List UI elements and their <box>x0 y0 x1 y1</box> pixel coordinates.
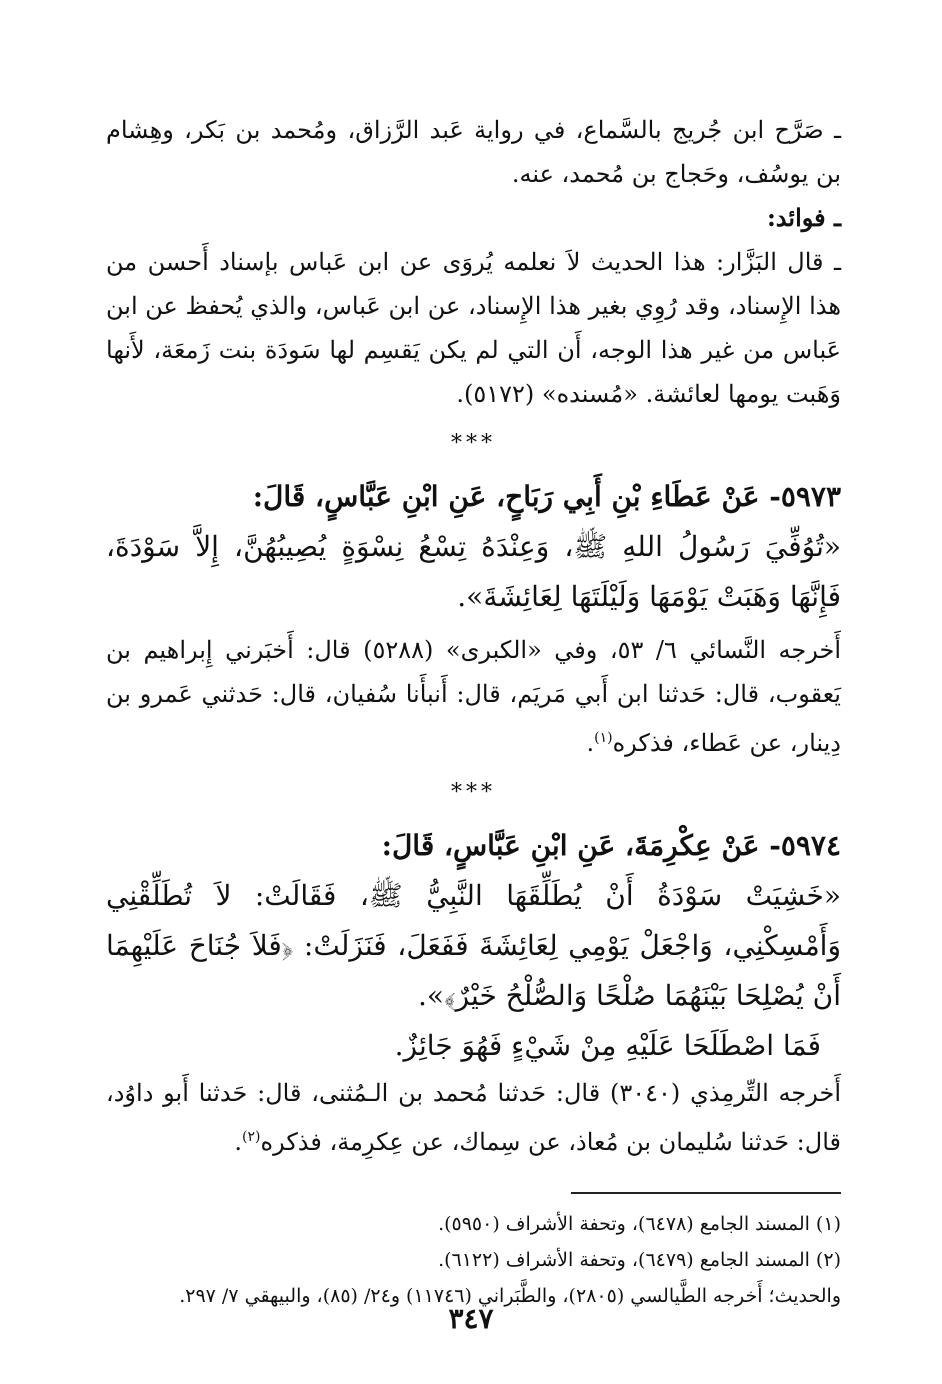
footnote-ref-1: (١) <box>594 730 613 746</box>
takhrij-text: أَخرجه التِّرمِذي (٣٠٤٠) قال: حَدثنا مُحمد بن الـمُثنى، قال: حَدثنا أَبو داوُد، قال: حَدثنا سُليمان بن مُعاذ، عن سِماك، عن عِكرِمة، فذكره <box>106 1079 841 1156</box>
footnote-2: (٢) المسند الجامع (٦٤٧٩)، وتحفة الأشراف (٦١٢٢). <box>438 1249 841 1271</box>
footnote-divider <box>571 1192 841 1194</box>
fawaid-text: ـ قال البَزَّار: هذا الحديث لاَ نعلمه يُروَى عن ابن عَباس بإسناد أَحسن من هذا الإِسناد، وقد رُوِي بغير هذا الإِسناد، عن ابن عَباس، والذي يُحفظ عن ابن عَباس من غير هذا الوجه، أَن التي لم يكن يَقسِم لها سَودَة بنت زَمعَة، لأَنها وَهَبت يومها لعائشة. «مُسنده» (٥١٧٢). <box>106 248 842 408</box>
takhrij-end: . <box>586 729 595 757</box>
hadith-5973-takhrij <box>106 628 841 765</box>
hadith-5974-continuation: فَمَا اصْطَلَحَا عَلَيْهِ مِنْ شَيْءٍ فَهُوَ جَائِزٌ. <box>394 1029 821 1062</box>
section-separator: *** <box>451 431 496 456</box>
narration-note: ـ صَرَّح ابن جُريج بالسَّماع، في رواية عَبد الرَّزاق، ومُحمد بن بَكر، وهِشام بن يوسُف، وحَجاج بن مُحمد، عنه. <box>106 116 841 188</box>
footnote-1: (١) المسند الجامع (٦٤٧٨)، وتحفة الأشراف (٥٩٥٠). <box>438 1213 841 1235</box>
section-separator: *** <box>451 780 496 805</box>
footnote-3: والحديث؛ أَخرجه الطَّيالسي (٢٨٠٥)، والطَّبَراني (١١٧٤٦) و٢٤/ (٨٥)، والبيهقي ٧/ ٢٩٧. <box>179 1285 841 1307</box>
page-number: ٣٤٧ <box>448 1302 494 1335</box>
footnote-ref-2: (٢) <box>242 1129 261 1145</box>
hadith-5974-takhrij <box>106 1071 841 1164</box>
takhrij-text: أَخرجه النَّسائي ٦/ ٥٣، وفي «الكبرى» (٥٢٨٨) قال: أَخبَرني إِبراهيم بن يَعقوب، قال: حَدثنا ابن أَبي مَريَم، قال: أَنبأَنا سُفيان، قال: حَدثني عَمرو بن دِينار، عن عَطاء، فذكره <box>106 636 842 757</box>
hadith-5974-matn: «خَشِيَتْ سَوْدَةُ أَنْ يُطَلِّقَهَا النَّبِيُّ ﷺ، فَقَالَتْ: لاَ تُطَلِّقْنِي وَأَمْسِكْنِي، وَاجْعَلْ يَوْمِي لِعَائِشَةَ فَفَعَلَ، فَنَزَلَتْ: ﴿فَلاَ جُنَاحَ عَلَيْهِمَا أَنْ يُصْلِحَا بَيْنَهُمَا صُلْحًا وَالصُّلْحُ خَيْرٌ﴾». <box>106 879 841 1012</box>
hadith-5973-matn: «تُوُفِّيَ رَسُولُ اللهِ ﷺ، وَعِنْدَهُ تِسْعُ نِسْوَةٍ يُصِيبُهُنَّ، إِلاَّ سَوْدَةَ، فَإِنَّهَا وَهَبَتْ يَوْمَهَا وَلَيْلَتَهَا لِعَائِشَةَ». <box>106 530 841 613</box>
hadith-5974-isnad: ٥٩٧٤- عَنْ عِكْرِمَةَ، عَنِ ابْنِ عَبَّاسٍ، قَالَ: <box>381 829 841 862</box>
takhrij-end: . <box>234 1128 243 1156</box>
hadith-5973-isnad: ٥٩٧٣- عَنْ عَطَاءِ بْنِ أَبِي رَبَاحٍ، عَنِ ابْنِ عَبَّاسٍ، قَالَ: <box>252 480 841 513</box>
page-content <box>106 108 841 1314</box>
fawaid-heading: ـ فوائد: <box>766 203 841 232</box>
